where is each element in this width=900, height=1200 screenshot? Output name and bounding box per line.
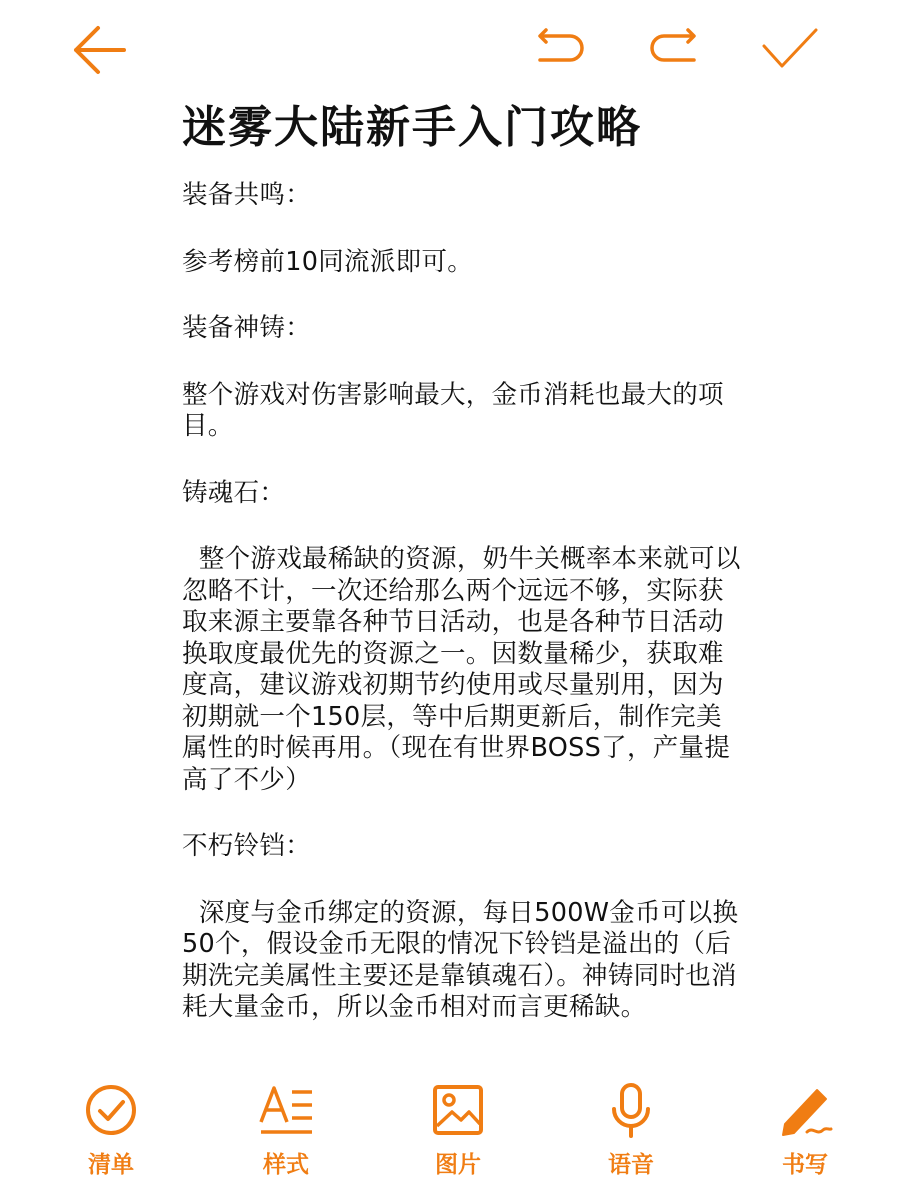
voice-button[interactable] (576, 1070, 686, 1190)
redo-button[interactable] (648, 28, 704, 68)
undo-icon (530, 28, 586, 68)
done-button[interactable] (760, 26, 820, 72)
note-title[interactable]: 迷雾大陆新手入门攻略 (182, 102, 642, 153)
note-paragraph: 整个游戏对伤害影响最大，金币消耗也最大的项目。 (182, 379, 724, 441)
handwrite-button[interactable] (750, 1070, 860, 1190)
checklist-label: 清单 (88, 1152, 134, 1178)
checkbox-circle-icon (83, 1082, 139, 1138)
voice-label: 语音 (608, 1152, 654, 1178)
image-button[interactable] (403, 1070, 513, 1190)
back-button[interactable] (70, 22, 130, 78)
image-icon (430, 1082, 486, 1138)
style-label: 样式 (263, 1152, 309, 1178)
bottom-toolbar (0, 1070, 900, 1200)
note-paragraph: 深度与金币绑定的资源，每日500W金币可以换50个，假设金币无限的情况下铃铛是溢出的（后期洗完美属性主要还是靠镇魂石）。神铸同时也消耗大量金币，所以金币相对而言更稀缺。 (182, 897, 739, 1022)
redo-icon (648, 28, 704, 68)
text-style-icon (258, 1082, 314, 1138)
microphone-icon (603, 1082, 659, 1138)
image-label: 图片 (435, 1152, 481, 1178)
checkmark-icon (760, 26, 820, 72)
top-toolbar (0, 0, 900, 100)
note-paragraph: 不朽铃铛： (182, 831, 312, 861)
style-button[interactable] (231, 1070, 341, 1190)
note-paragraph: 参考榜前10同流派即可。 (182, 246, 474, 277)
note-paragraph: 铸魂石： (182, 477, 286, 508)
note-paragraph: 整个游戏最稀缺的资源，奶牛关概率本来就可以忽略不计，一次还给那么两个远远不够，实际获取来源主要靠各种节日活动，也是各种节日活动换取度最优先的资源之一。因数量稀少，获取难度高，建议游戏初期节约使用或尽量别用，因为初期就一个150层，等中后期更新后，制作完美属性的时候再用。（现在有世界BOSS了，产量提高了不少） (182, 544, 741, 795)
checklist-button[interactable] (56, 1070, 166, 1190)
note-paragraph: 装备共鸣： (182, 180, 312, 210)
undo-button[interactable] (530, 28, 586, 68)
note-editor[interactable] (182, 100, 742, 1059)
note-paragraph: 装备神铸： (182, 313, 312, 343)
arrow-left-icon (70, 22, 130, 78)
pen-icon (777, 1082, 833, 1138)
note-body[interactable] (182, 180, 742, 1024)
handwrite-label: 书写 (782, 1152, 828, 1178)
